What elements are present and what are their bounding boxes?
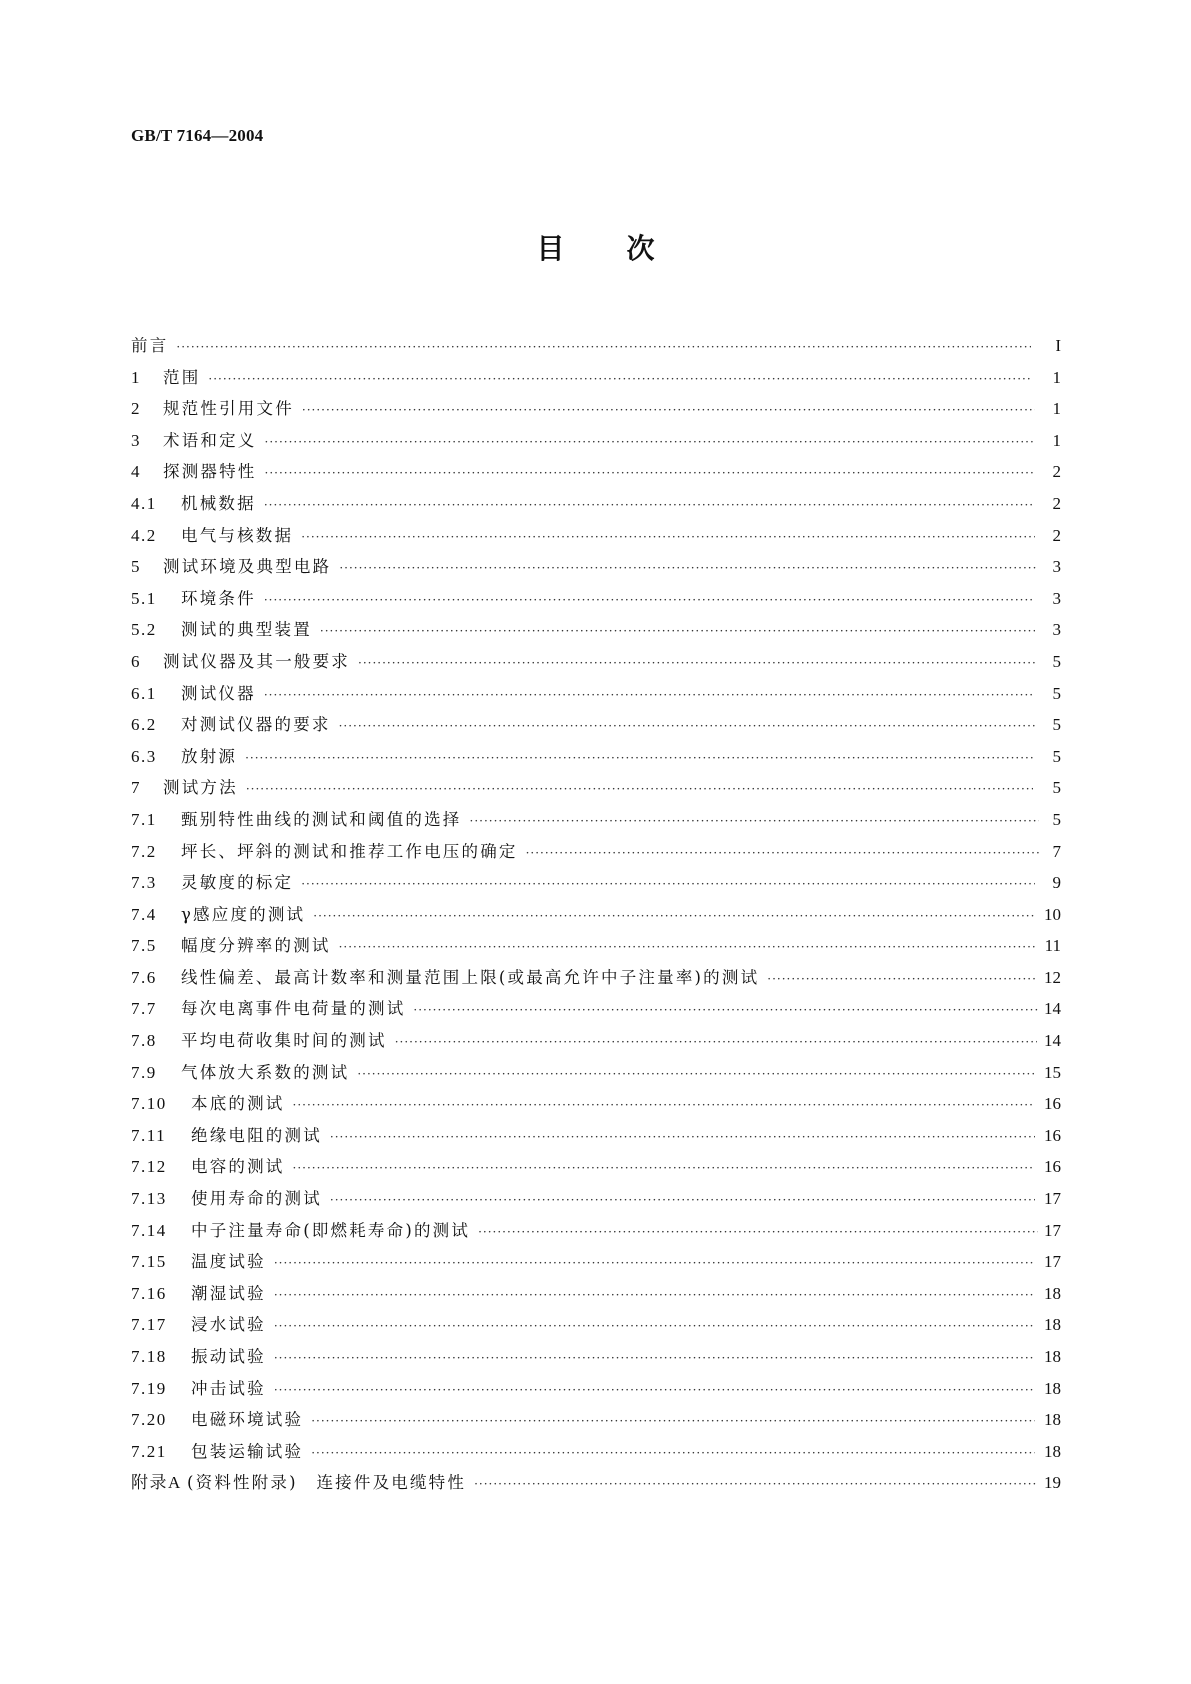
toc-entry-page: 18 — [1044, 1378, 1061, 1398]
toc-entry-number: 2 — [131, 399, 141, 419]
toc-entry-number: 7.12 — [131, 1157, 167, 1177]
table-of-contents — [131, 330, 1061, 1499]
toc-entry-title: 平均电荷收集时间的测试 — [181, 1031, 387, 1051]
toc-entry-number: 7.20 — [131, 1410, 167, 1430]
toc-entry[interactable] — [131, 425, 1061, 457]
toc-leader-dots — [339, 553, 1035, 585]
toc-entry-number: 7.8 — [131, 1031, 157, 1051]
toc-leader-dots — [320, 616, 1035, 648]
toc-entry[interactable] — [131, 709, 1061, 741]
toc-entry-page: 17 — [1044, 1189, 1061, 1209]
toc-entry-number: 4.1 — [131, 493, 157, 513]
toc-entry[interactable] — [131, 930, 1061, 962]
toc-entry-title: 测试的典型装置 — [181, 620, 312, 640]
toc-entry-page: 17 — [1044, 1252, 1061, 1272]
toc-entry[interactable] — [131, 836, 1061, 868]
toc-entry[interactable] — [131, 1309, 1061, 1341]
toc-entry-title: 放射源 — [181, 746, 238, 766]
toc-entry-number: 7.7 — [131, 999, 157, 1019]
toc-leader-dots — [339, 932, 1036, 964]
toc-entry-page: 2 — [1052, 493, 1061, 513]
toc-entry[interactable] — [131, 1246, 1061, 1278]
toc-leader-dots — [357, 1059, 1036, 1091]
toc-entry-page: 12 — [1044, 967, 1061, 987]
toc-entry[interactable] — [131, 1025, 1061, 1057]
toc-entry-page: 5 — [1052, 651, 1061, 671]
toc-entry[interactable] — [131, 551, 1061, 583]
toc-entry-number: 5.2 — [131, 620, 157, 640]
toc-entry-number: 6.3 — [131, 746, 157, 766]
toc-entry-number: 1 — [131, 367, 141, 387]
toc-leader-dots — [264, 680, 1034, 712]
toc-entry-number: 7.2 — [131, 841, 157, 861]
toc-entry-number: 7.18 — [131, 1347, 167, 1366]
toc-entry-page: 14 — [1044, 999, 1061, 1019]
toc-entry-title: 坪长、坪斜的测试和推荐工作电压的确定 — [181, 841, 518, 861]
toc-leader-dots — [246, 774, 1033, 806]
toc-entry-title: 本底的测试 — [191, 1094, 285, 1114]
toc-entry-title: 环境条件 — [181, 588, 256, 608]
toc-entry[interactable] — [131, 1404, 1061, 1436]
toc-entry-number: 7.4 — [131, 904, 157, 924]
toc-entry-number: 7.19 — [131, 1378, 167, 1398]
toc-entry-page: 5 — [1052, 683, 1061, 703]
toc-entry-number: 7.17 — [131, 1315, 167, 1335]
toc-leader-dots — [395, 1027, 1037, 1059]
toc-leader-dots — [313, 901, 1035, 933]
toc-entry-title: 对测试仪器的要求 — [181, 715, 331, 735]
toc-leader-dots — [526, 838, 1041, 870]
toc-entry-title: 温度试验 — [191, 1252, 266, 1272]
toc-entry-page: 16 — [1044, 1157, 1061, 1177]
toc-entry-title: 范围 — [163, 367, 201, 387]
toc-leader-dots — [301, 522, 1034, 554]
toc-entry-title: 测试仪器及其一般要求 — [163, 651, 350, 671]
toc-entry[interactable] — [131, 678, 1061, 710]
toc-entry-page: 3 — [1052, 620, 1061, 640]
toc-entry-page: 5 — [1052, 778, 1061, 798]
toc-entry[interactable] — [131, 1341, 1061, 1373]
toc-entry-title: (资料性附录) 连接件及电缆特性 — [187, 1473, 467, 1493]
toc-entry-title: 甄别特性曲线的测试和阈值的选择 — [181, 809, 462, 829]
toc-entry[interactable] — [131, 772, 1061, 804]
toc-entry-page: 7 — [1052, 841, 1061, 861]
toc-entry[interactable] — [131, 804, 1061, 836]
toc-entry-page: 18 — [1044, 1441, 1061, 1461]
toc-entry-number: 5.1 — [131, 588, 157, 608]
toc-entry-number: 7.13 — [131, 1189, 167, 1209]
toc-entry-title: 测试环境及典型电路 — [163, 557, 332, 577]
toc-entry[interactable] — [131, 867, 1061, 899]
toc-entry[interactable] — [131, 1278, 1061, 1310]
page-title-char-1: 目 — [536, 232, 565, 265]
toc-leader-dots — [245, 743, 1033, 775]
toc-entry-title: 幅度分辨率的测试 — [181, 936, 331, 956]
toc-entry-page: 19 — [1044, 1473, 1061, 1493]
toc-entry-page: 15 — [1044, 1062, 1061, 1082]
toc-entry[interactable] — [131, 1057, 1061, 1089]
toc-entry[interactable] — [131, 1183, 1061, 1215]
toc-entry-page: I — [1055, 336, 1061, 355]
toc-leader-dots — [265, 458, 1034, 490]
toc-entry-page: 2 — [1052, 462, 1061, 482]
toc-entry[interactable] — [131, 330, 1061, 362]
toc-entry[interactable] — [131, 741, 1061, 773]
toc-entry-page: 1 — [1052, 430, 1061, 450]
toc-entry-page: 5 — [1052, 715, 1061, 735]
toc-leader-dots — [265, 427, 1034, 459]
toc-entry-title: γ感应度的测试 — [181, 904, 306, 924]
toc-entry-number: 7.11 — [131, 1125, 167, 1145]
toc-entry[interactable] — [131, 362, 1061, 394]
toc-entry-title: 中子注量寿命(即燃耗寿命)的测试 — [191, 1220, 471, 1240]
toc-leader-dots — [311, 1406, 1035, 1438]
toc-entry-number: 4.2 — [131, 525, 157, 545]
toc-entry-page: 16 — [1044, 1094, 1061, 1114]
toc-leader-dots — [274, 1375, 1034, 1407]
toc-leader-dots — [301, 869, 1034, 901]
toc-leader-dots — [264, 490, 1034, 522]
toc-entry-number: 7.3 — [131, 873, 157, 893]
toc-entry[interactable] — [131, 614, 1061, 646]
toc-entry-page: 18 — [1044, 1315, 1061, 1335]
toc-leader-dots — [478, 1217, 1038, 1249]
toc-entry-number: 6.1 — [131, 683, 157, 703]
toc-entry-page: 17 — [1044, 1220, 1061, 1240]
toc-leader-dots — [274, 1311, 1034, 1343]
toc-entry-number: 5 — [131, 557, 141, 577]
toc-entry-page: 18 — [1044, 1347, 1061, 1366]
toc-entry-number: 7.6 — [131, 967, 157, 987]
toc-entry-title: 冲击试验 — [191, 1378, 266, 1398]
page-title — [0, 232, 1191, 266]
toc-entry-title: 探测器特性 — [163, 462, 257, 482]
toc-entry[interactable] — [131, 1373, 1061, 1405]
toc-entry-title: 电磁环境试验 — [191, 1410, 304, 1430]
toc-entry-title: 灵敏度的标定 — [181, 873, 294, 893]
toc-entry-page: 1 — [1052, 367, 1061, 387]
toc-entry[interactable] — [131, 456, 1061, 488]
toc-entry[interactable] — [131, 962, 1061, 994]
toc-leader-dots — [274, 1343, 1034, 1375]
toc-entry[interactable] — [131, 520, 1061, 552]
toc-leader-dots — [474, 1469, 1038, 1501]
toc-leader-dots — [330, 1122, 1035, 1154]
toc-entry-number: 7.5 — [131, 936, 157, 956]
toc-leader-dots — [264, 585, 1034, 617]
toc-entry-page: 2 — [1052, 525, 1061, 545]
toc-leader-dots — [330, 1185, 1035, 1217]
toc-entry-title: 前言 — [131, 336, 169, 355]
toc-entry-page: 11 — [1044, 936, 1061, 956]
toc-leader-dots — [358, 648, 1036, 680]
standard-code: GB/T 7164—2004 — [131, 126, 264, 145]
toc-entry-page: 3 — [1052, 557, 1061, 577]
toc-leader-dots — [293, 1153, 1035, 1185]
toc-entry[interactable] — [131, 899, 1061, 931]
toc-entry-title: 潮湿试验 — [191, 1283, 266, 1303]
toc-entry[interactable] — [131, 1151, 1061, 1183]
toc-entry-number: 7.21 — [131, 1441, 167, 1461]
toc-entry-number: 7 — [131, 778, 141, 798]
toc-entry-page: 5 — [1052, 809, 1061, 829]
toc-entry-number: 6.2 — [131, 715, 157, 735]
toc-entry[interactable] — [131, 1088, 1061, 1120]
toc-entry-title: 线性偏差、最高计数率和测量范围上限(或最高允许中子注量率)的测试 — [181, 967, 760, 987]
toc-entry-number: 附录A — [131, 1473, 182, 1493]
toc-entry[interactable] — [131, 1467, 1061, 1499]
toc-entry-title: 浸水试验 — [191, 1315, 266, 1335]
toc-leader-dots — [208, 364, 1032, 396]
toc-entry-title: 绝缘电阻的测试 — [191, 1125, 322, 1145]
toc-entry-number: 7.16 — [131, 1283, 167, 1303]
toc-entry-title: 规范性引用文件 — [163, 399, 294, 419]
toc-entry-number: 7.14 — [131, 1220, 167, 1240]
toc-entry-title: 电容的测试 — [191, 1157, 285, 1177]
toc-entry[interactable] — [131, 646, 1061, 678]
toc-leader-dots — [470, 806, 1040, 838]
toc-entry-page: 9 — [1052, 873, 1061, 893]
toc-entry-page: 5 — [1052, 746, 1061, 766]
toc-entry[interactable] — [131, 1215, 1061, 1247]
toc-leader-dots — [302, 395, 1035, 427]
toc-entry-page: 3 — [1052, 588, 1061, 608]
toc-entry-title: 振动试验 — [191, 1347, 266, 1366]
toc-entry-page: 10 — [1044, 904, 1061, 924]
toc-entry-number: 4 — [131, 462, 141, 482]
toc-entry[interactable] — [131, 488, 1061, 520]
toc-leader-dots — [274, 1248, 1034, 1280]
toc-entry-page: 14 — [1044, 1031, 1061, 1051]
toc-entry[interactable] — [131, 1120, 1061, 1152]
toc-entry[interactable] — [131, 993, 1061, 1025]
toc-entry-number: 6 — [131, 651, 141, 671]
toc-entry-number: 7.10 — [131, 1094, 167, 1114]
toc-entry-number: 7.15 — [131, 1252, 167, 1272]
toc-entry-title: 测试仪器 — [181, 683, 256, 703]
toc-entry-title: 每次电离事件电荷量的测试 — [181, 999, 406, 1019]
page-title-char-2: 次 — [626, 232, 655, 265]
toc-entry-page: 16 — [1044, 1125, 1061, 1145]
toc-entry-page: 1 — [1052, 399, 1061, 419]
toc-leader-dots — [767, 964, 1038, 996]
toc-leader-dots — [311, 1438, 1035, 1470]
toc-entry-title: 使用寿命的测试 — [191, 1189, 322, 1209]
toc-entry-page: 18 — [1044, 1283, 1061, 1303]
toc-entry-number: 7.1 — [131, 809, 157, 829]
toc-entry-number: 7.9 — [131, 1062, 157, 1082]
toc-entry-page: 18 — [1044, 1410, 1061, 1430]
toc-entry-title: 电气与核数据 — [181, 525, 294, 545]
toc-leader-dots — [413, 995, 1037, 1027]
toc-entry-title: 测试方法 — [163, 778, 238, 798]
toc-entry[interactable] — [131, 1436, 1061, 1468]
toc-entry-title: 机械数据 — [181, 493, 256, 513]
toc-entry[interactable] — [131, 583, 1061, 615]
toc-entry-number: 3 — [131, 430, 141, 450]
toc-entry-title: 包装运输试验 — [191, 1441, 304, 1461]
toc-entry-title: 气体放大系数的测试 — [181, 1062, 350, 1082]
toc-entry[interactable] — [131, 393, 1061, 425]
toc-leader-dots — [176, 332, 1031, 364]
toc-entry-title: 术语和定义 — [163, 430, 257, 450]
toc-leader-dots — [293, 1090, 1035, 1122]
toc-leader-dots — [339, 711, 1036, 743]
toc-leader-dots — [274, 1280, 1034, 1312]
